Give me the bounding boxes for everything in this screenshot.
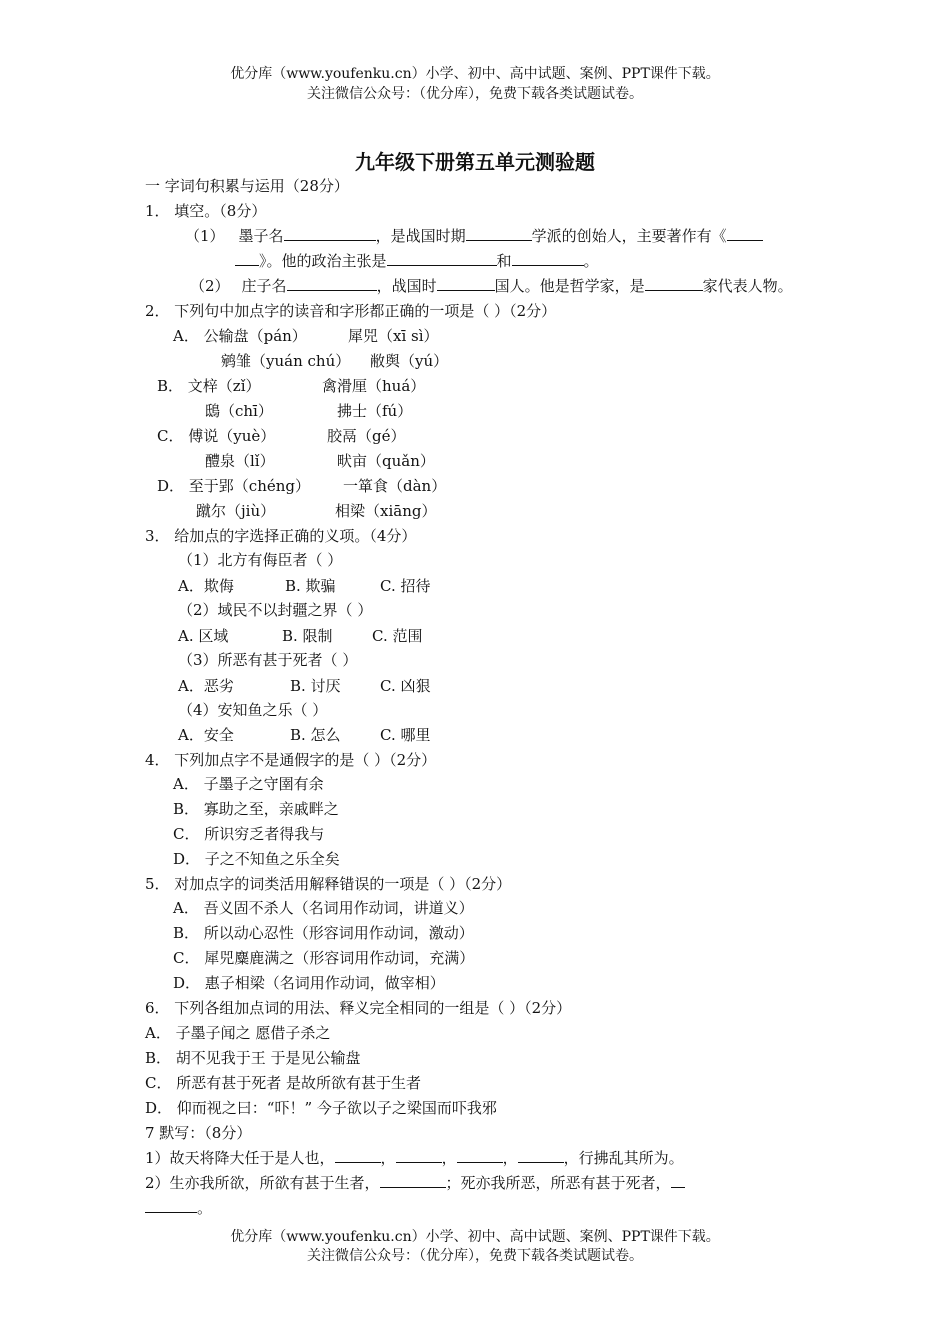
q7-line-3: 。 [145, 1198, 212, 1218]
blank[interactable] [145, 1198, 197, 1213]
q4-option: A． 子墨子之守圉有余 [173, 775, 324, 793]
q6-option: D． 仰而视之曰：“吓！” 今子欲以子之梁国而吓我邪 [145, 1099, 497, 1117]
q6-option: C． 所恶有甚于死者 是故所欲有甚于生者 [145, 1074, 422, 1092]
question-3-stem: 3． 给加点的字选择正确的义项。（4分） [145, 527, 417, 545]
header-line-1: 优分库（www.youfenku.cn）小学、初中、高中试题、案例、PPT课件下载。 [230, 66, 720, 82]
q3-sub-3-option: B. 讨厌 [290, 677, 341, 695]
q3-sub-1-option: A．欺侮 [178, 577, 234, 595]
q4-option: C． 所识穷乏者得我与 [173, 825, 325, 843]
question-6-stem: 6． 下列各组加点词的用法、释义完全相同的一组是（ ）（2分） [145, 999, 572, 1017]
question-7-stem: 7 默写：（8分） [145, 1124, 252, 1142]
question-2-stem: 2． 下列句中加点字的读音和字形都正确的一项是（ ）（2分） [145, 302, 557, 320]
header-line-2: 关注微信公众号：（优分库），免费下载各类试题试卷。 [307, 86, 643, 102]
q2-option-c-4: 畎亩（quǎn） [337, 452, 435, 470]
page-title: 九年级下册第五单元测验题 [355, 150, 595, 174]
q2-option-c-3: 醴泉（lǐ） [205, 452, 275, 470]
blank[interactable] [457, 1148, 503, 1163]
q3-sub-3: （3）所恶有甚于死者（ ） [178, 651, 358, 669]
q5-option: A． 吾义固不杀人（名词用作动词，讲道义） [173, 899, 474, 917]
blank[interactable] [437, 276, 495, 291]
q6-option: A． 子墨子闻之 愿借子杀之 [145, 1024, 331, 1042]
q3-sub-2-option: A. 区域 [178, 627, 229, 645]
q3-sub-4-option: C. 哪里 [380, 726, 431, 744]
q3-sub-4-option: A．安全 [178, 726, 234, 744]
q7-line-1: 1）故天将降大任于是人也， ， ， ， ，行拂乱其所为。 [145, 1149, 684, 1167]
q3-sub-1-option: B. 欺骗 [285, 577, 336, 595]
blank[interactable] [335, 1148, 381, 1163]
q2-option-c-2: 胶鬲（gé） [327, 427, 406, 445]
blank[interactable] [727, 226, 763, 241]
q2-option-d-3: 蹴尔（jiù） [196, 502, 276, 520]
q4-option: B． 寡助之至，亲戚畔之 [173, 800, 339, 818]
q3-sub-4: （4）安知鱼之乐（ ） [178, 701, 328, 719]
question-1-item-1-cont: 》。他的政治主张是 和 。 [235, 251, 599, 271]
blank[interactable] [512, 251, 584, 266]
question-4-stem: 4． 下列加点字不是通假字的是（ ）（2分） [145, 751, 437, 769]
blank[interactable] [387, 251, 497, 266]
blank[interactable] [671, 1173, 685, 1188]
q2-option-b-3: 鴟（chī） [205, 402, 273, 420]
question-1-stem: 1． 填空。（8分） [145, 202, 267, 220]
q7-line-2: 2）生亦我所欲，所欲有甚于生者， ；死亦我所恶，所恶有甚于死者， [145, 1173, 685, 1193]
q3-sub-2-option: B. 限制 [282, 627, 333, 645]
q3-sub-3-option: C. 凶狠 [380, 677, 431, 695]
q2-option-d-2: 一箪食（dàn） [343, 477, 447, 495]
blank[interactable] [645, 276, 703, 291]
section-heading: 一 字词句积累与运用（28分） [145, 177, 349, 195]
footer-line-1: 优分库（www.youfenku.cn）小学、初中、高中试题、案例、PPT课件下载。 [230, 1229, 720, 1245]
footer-line-2: 关注微信公众号：（优分库），免费下载各类试题试卷。 [307, 1248, 643, 1264]
q3-sub-2-option: C. 范围 [372, 627, 423, 645]
question-5-stem: 5． 对加点字的词类活用解释错误的一项是（ ）（2分） [145, 875, 512, 893]
q5-option: B． 所以动心忍性（形容词用作动词，激动） [173, 924, 474, 942]
blank[interactable] [466, 226, 532, 241]
q2-option-d-4: 相梁（xiāng） [335, 502, 437, 520]
q2-option-a-3: 鹓雏（yuán chú） [221, 352, 351, 370]
blank[interactable] [396, 1148, 442, 1163]
q2-option-a-2: 犀兕（xī sì） [348, 327, 439, 345]
q3-sub-3-option: A．恶劣 [178, 677, 234, 695]
question-1-item-2: （2） 庄子名 ，战国时 国人。他是哲学家，是 家代表人物。 [190, 277, 793, 295]
q4-option: D． 子之不知鱼之乐全矣 [173, 850, 340, 868]
blank[interactable] [235, 251, 259, 266]
q2-option-a-1: A． 公输盘（pán） [173, 327, 307, 345]
q2-option-a-4: 敝舆（yú） [370, 352, 449, 370]
q2-option-b-1: B． 文梓（zǐ） [157, 377, 261, 395]
blank[interactable] [518, 1148, 564, 1163]
q2-option-d-1: D． 至于郢（chéng） [157, 477, 310, 495]
q5-option: C． 犀兕麋鹿满之（形容词用作动词，充满） [173, 949, 475, 967]
q3-sub-4-option: B. 怎么 [290, 726, 341, 744]
blank[interactable] [287, 276, 377, 291]
q2-option-b-4: 拂士（fú） [337, 402, 413, 420]
q5-option: D． 惠子相梁（名词用作动词，做宰相） [173, 974, 445, 992]
q2-option-b-2: 禽滑厘（huá） [322, 377, 426, 395]
q2-option-c-1: C． 傅说（yuè） [157, 427, 276, 445]
q3-sub-1-option: C. 招待 [380, 577, 431, 595]
q3-sub-1: （1）北方有侮臣者（ ） [178, 551, 343, 569]
q6-option: B． 胡不见我于王 于是见公输盘 [145, 1049, 361, 1067]
q3-sub-2: （2）域民不以封疆之界（ ） [178, 601, 373, 619]
blank[interactable] [284, 226, 376, 241]
question-1-item-1: （1） 墨子名 ，是战国时期 学派的创始人，主要著作有《 [185, 226, 763, 246]
blank[interactable] [380, 1173, 446, 1188]
